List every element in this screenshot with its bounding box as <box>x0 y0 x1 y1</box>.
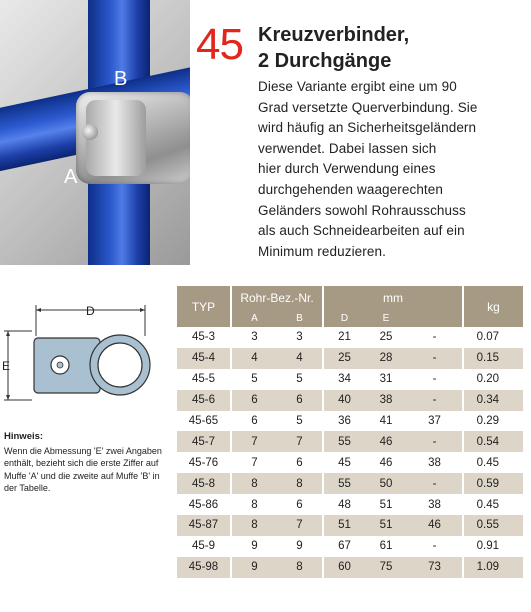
table-row <box>177 473 523 494</box>
cell-a: 7 <box>231 452 277 473</box>
cell-a: 8 <box>231 473 277 494</box>
cell-typ: 45-4 <box>177 348 231 369</box>
cell-b: 6 <box>277 452 323 473</box>
cell-b: 5 <box>277 411 323 432</box>
cell-e: 51 <box>365 515 407 536</box>
cell-x: 38 <box>407 494 463 515</box>
cell-e: 50 <box>365 473 407 494</box>
cell-d: 36 <box>323 411 365 432</box>
cell-e: 61 <box>365 536 407 557</box>
cell-b: 5 <box>277 369 323 390</box>
cell-x: - <box>407 390 463 411</box>
cell-typ: 45-7 <box>177 431 231 452</box>
product-number: 45 <box>196 20 243 69</box>
cell-a: 9 <box>231 557 277 578</box>
cell-kg: 1.09 <box>463 557 523 578</box>
cell-typ: 45-5 <box>177 369 231 390</box>
header-rohr: Rohr-Bez.-Nr. <box>231 286 323 310</box>
product-title <box>258 22 409 74</box>
cell-x: - <box>407 369 463 390</box>
cell-typ: 45-87 <box>177 515 231 536</box>
cell-x: 46 <box>407 515 463 536</box>
cell-a: 4 <box>231 348 277 369</box>
product-photo <box>0 0 190 265</box>
cell-kg: 0.59 <box>463 473 523 494</box>
cell-d: 40 <box>323 390 365 411</box>
table-row <box>177 348 523 369</box>
table-row <box>177 411 523 432</box>
description-line: verwendet. Dabei lassen sich <box>258 140 437 156</box>
note <box>4 431 172 495</box>
cell-e: 41 <box>365 411 407 432</box>
title-line-1: Kreuzverbinder, <box>258 24 410 46</box>
coupler-ring-inner <box>98 343 142 387</box>
description-line: Grad versetzte Querverbindung. Sie <box>258 99 478 115</box>
description-line: Diese Variante ergibt eine um 90 <box>258 79 457 94</box>
header-e: E <box>365 310 407 327</box>
cell-d: 55 <box>323 473 365 494</box>
cell-kg: 0.07 <box>463 327 523 348</box>
arrow-icon <box>6 395 10 400</box>
pipe-label-b: B <box>114 68 128 90</box>
cell-e: 46 <box>365 452 407 473</box>
cell-typ: 45-3 <box>177 327 231 348</box>
cell-b: 6 <box>277 390 323 411</box>
cell-x: 37 <box>407 411 463 432</box>
cell-kg: 0.45 <box>463 494 523 515</box>
cell-kg: 0.54 <box>463 431 523 452</box>
arrow-icon <box>36 308 41 312</box>
header-blank <box>407 310 463 327</box>
set-screw <box>82 124 98 140</box>
cell-e: 25 <box>365 327 407 348</box>
cell-e: 51 <box>365 494 407 515</box>
cell-d: 45 <box>323 452 365 473</box>
cell-d: 34 <box>323 369 365 390</box>
header-mm: mm <box>323 286 463 310</box>
description-line: hier durch Verwendung eines <box>258 161 436 177</box>
cell-typ: 45-98 <box>177 557 231 578</box>
cell-e: 28 <box>365 348 407 369</box>
table-row <box>177 494 523 515</box>
cell-a: 8 <box>231 494 277 515</box>
header-typ: TYP <box>177 286 231 327</box>
title-line-2: 2 Durchgänge <box>258 50 392 72</box>
cell-typ: 45-8 <box>177 473 231 494</box>
technical-drawing <box>0 298 170 408</box>
header-d: D <box>323 310 365 327</box>
cell-kg: 0.34 <box>463 390 523 411</box>
cell-a: 5 <box>231 369 277 390</box>
table-row <box>177 536 523 557</box>
cell-b: 3 <box>277 327 323 348</box>
cell-a: 8 <box>231 515 277 536</box>
cell-d: 60 <box>323 557 365 578</box>
cell-b: 8 <box>277 473 323 494</box>
cell-typ: 45-6 <box>177 390 231 411</box>
cell-a: 9 <box>231 536 277 557</box>
cell-b: 7 <box>277 431 323 452</box>
cell-typ: 45-9 <box>177 536 231 557</box>
cell-b: 6 <box>277 494 323 515</box>
description-line: wird häufig an Sicherheitsgeländern <box>258 120 477 136</box>
cell-d: 51 <box>323 515 365 536</box>
cross-coupler <box>76 92 190 184</box>
cell-x: 38 <box>407 452 463 473</box>
table-row <box>177 515 523 536</box>
header-b: B <box>277 310 323 327</box>
cell-x: - <box>407 327 463 348</box>
note-heading: Hinweis: <box>4 431 44 442</box>
screw-center <box>57 362 63 368</box>
table-row <box>177 369 523 390</box>
cell-typ: 45-76 <box>177 452 231 473</box>
cell-x: - <box>407 536 463 557</box>
table-row <box>177 390 523 411</box>
cell-x: - <box>407 348 463 369</box>
cell-b: 9 <box>277 536 323 557</box>
cell-x: - <box>407 473 463 494</box>
arrow-icon <box>140 308 145 312</box>
cell-typ: 45-86 <box>177 494 231 515</box>
description-line: Minimum reduzieren. <box>258 243 386 259</box>
cell-kg: 0.45 <box>463 452 523 473</box>
pipe-label-a: A <box>64 166 78 188</box>
header-kg: kg <box>463 286 523 327</box>
cell-a: 6 <box>231 411 277 432</box>
table-row <box>177 431 523 452</box>
dimensions-table <box>177 286 523 578</box>
cell-kg: 0.91 <box>463 536 523 557</box>
cell-d: 48 <box>323 494 365 515</box>
dim-label-d: D <box>86 304 95 318</box>
cell-typ: 45-65 <box>177 411 231 432</box>
cell-e: 38 <box>365 390 407 411</box>
cell-kg: 0.29 <box>463 411 523 432</box>
dim-label-e: E <box>2 359 11 373</box>
cell-e: 75 <box>365 557 407 578</box>
cell-x: 73 <box>407 557 463 578</box>
description-line: als auch Schneidearbeiten auf ein <box>258 223 465 239</box>
table-row <box>177 327 523 348</box>
cell-a: 7 <box>231 431 277 452</box>
description-line: durchgehenden waagerechten <box>258 181 443 197</box>
cell-kg: 0.15 <box>463 348 523 369</box>
cell-a: 6 <box>231 390 277 411</box>
table-body <box>177 327 523 578</box>
header-a: A <box>231 310 277 327</box>
cell-b: 4 <box>277 348 323 369</box>
cell-b: 7 <box>277 515 323 536</box>
cell-x: - <box>407 431 463 452</box>
table-row <box>177 452 523 473</box>
cell-b: 8 <box>277 557 323 578</box>
cell-d: 25 <box>323 348 365 369</box>
cell-kg: 0.55 <box>463 515 523 536</box>
cell-e: 31 <box>365 369 407 390</box>
description-line: Geländers sowohl Rohrausschuss <box>258 202 466 218</box>
table-row <box>177 557 523 578</box>
cell-e: 46 <box>365 431 407 452</box>
cell-d: 67 <box>323 536 365 557</box>
product-description <box>258 77 528 262</box>
cell-kg: 0.20 <box>463 369 523 390</box>
cell-d: 21 <box>323 327 365 348</box>
cell-a: 3 <box>231 327 277 348</box>
note-text: Wenn die Abmessung 'E' zwei Angaben enthält, bezieht sich die erste Ziffer auf Muffe 'A' und die zweite auf Muffe 'B' in der Tabelle. <box>4 445 162 494</box>
arrow-icon <box>6 331 10 336</box>
cell-d: 55 <box>323 431 365 452</box>
